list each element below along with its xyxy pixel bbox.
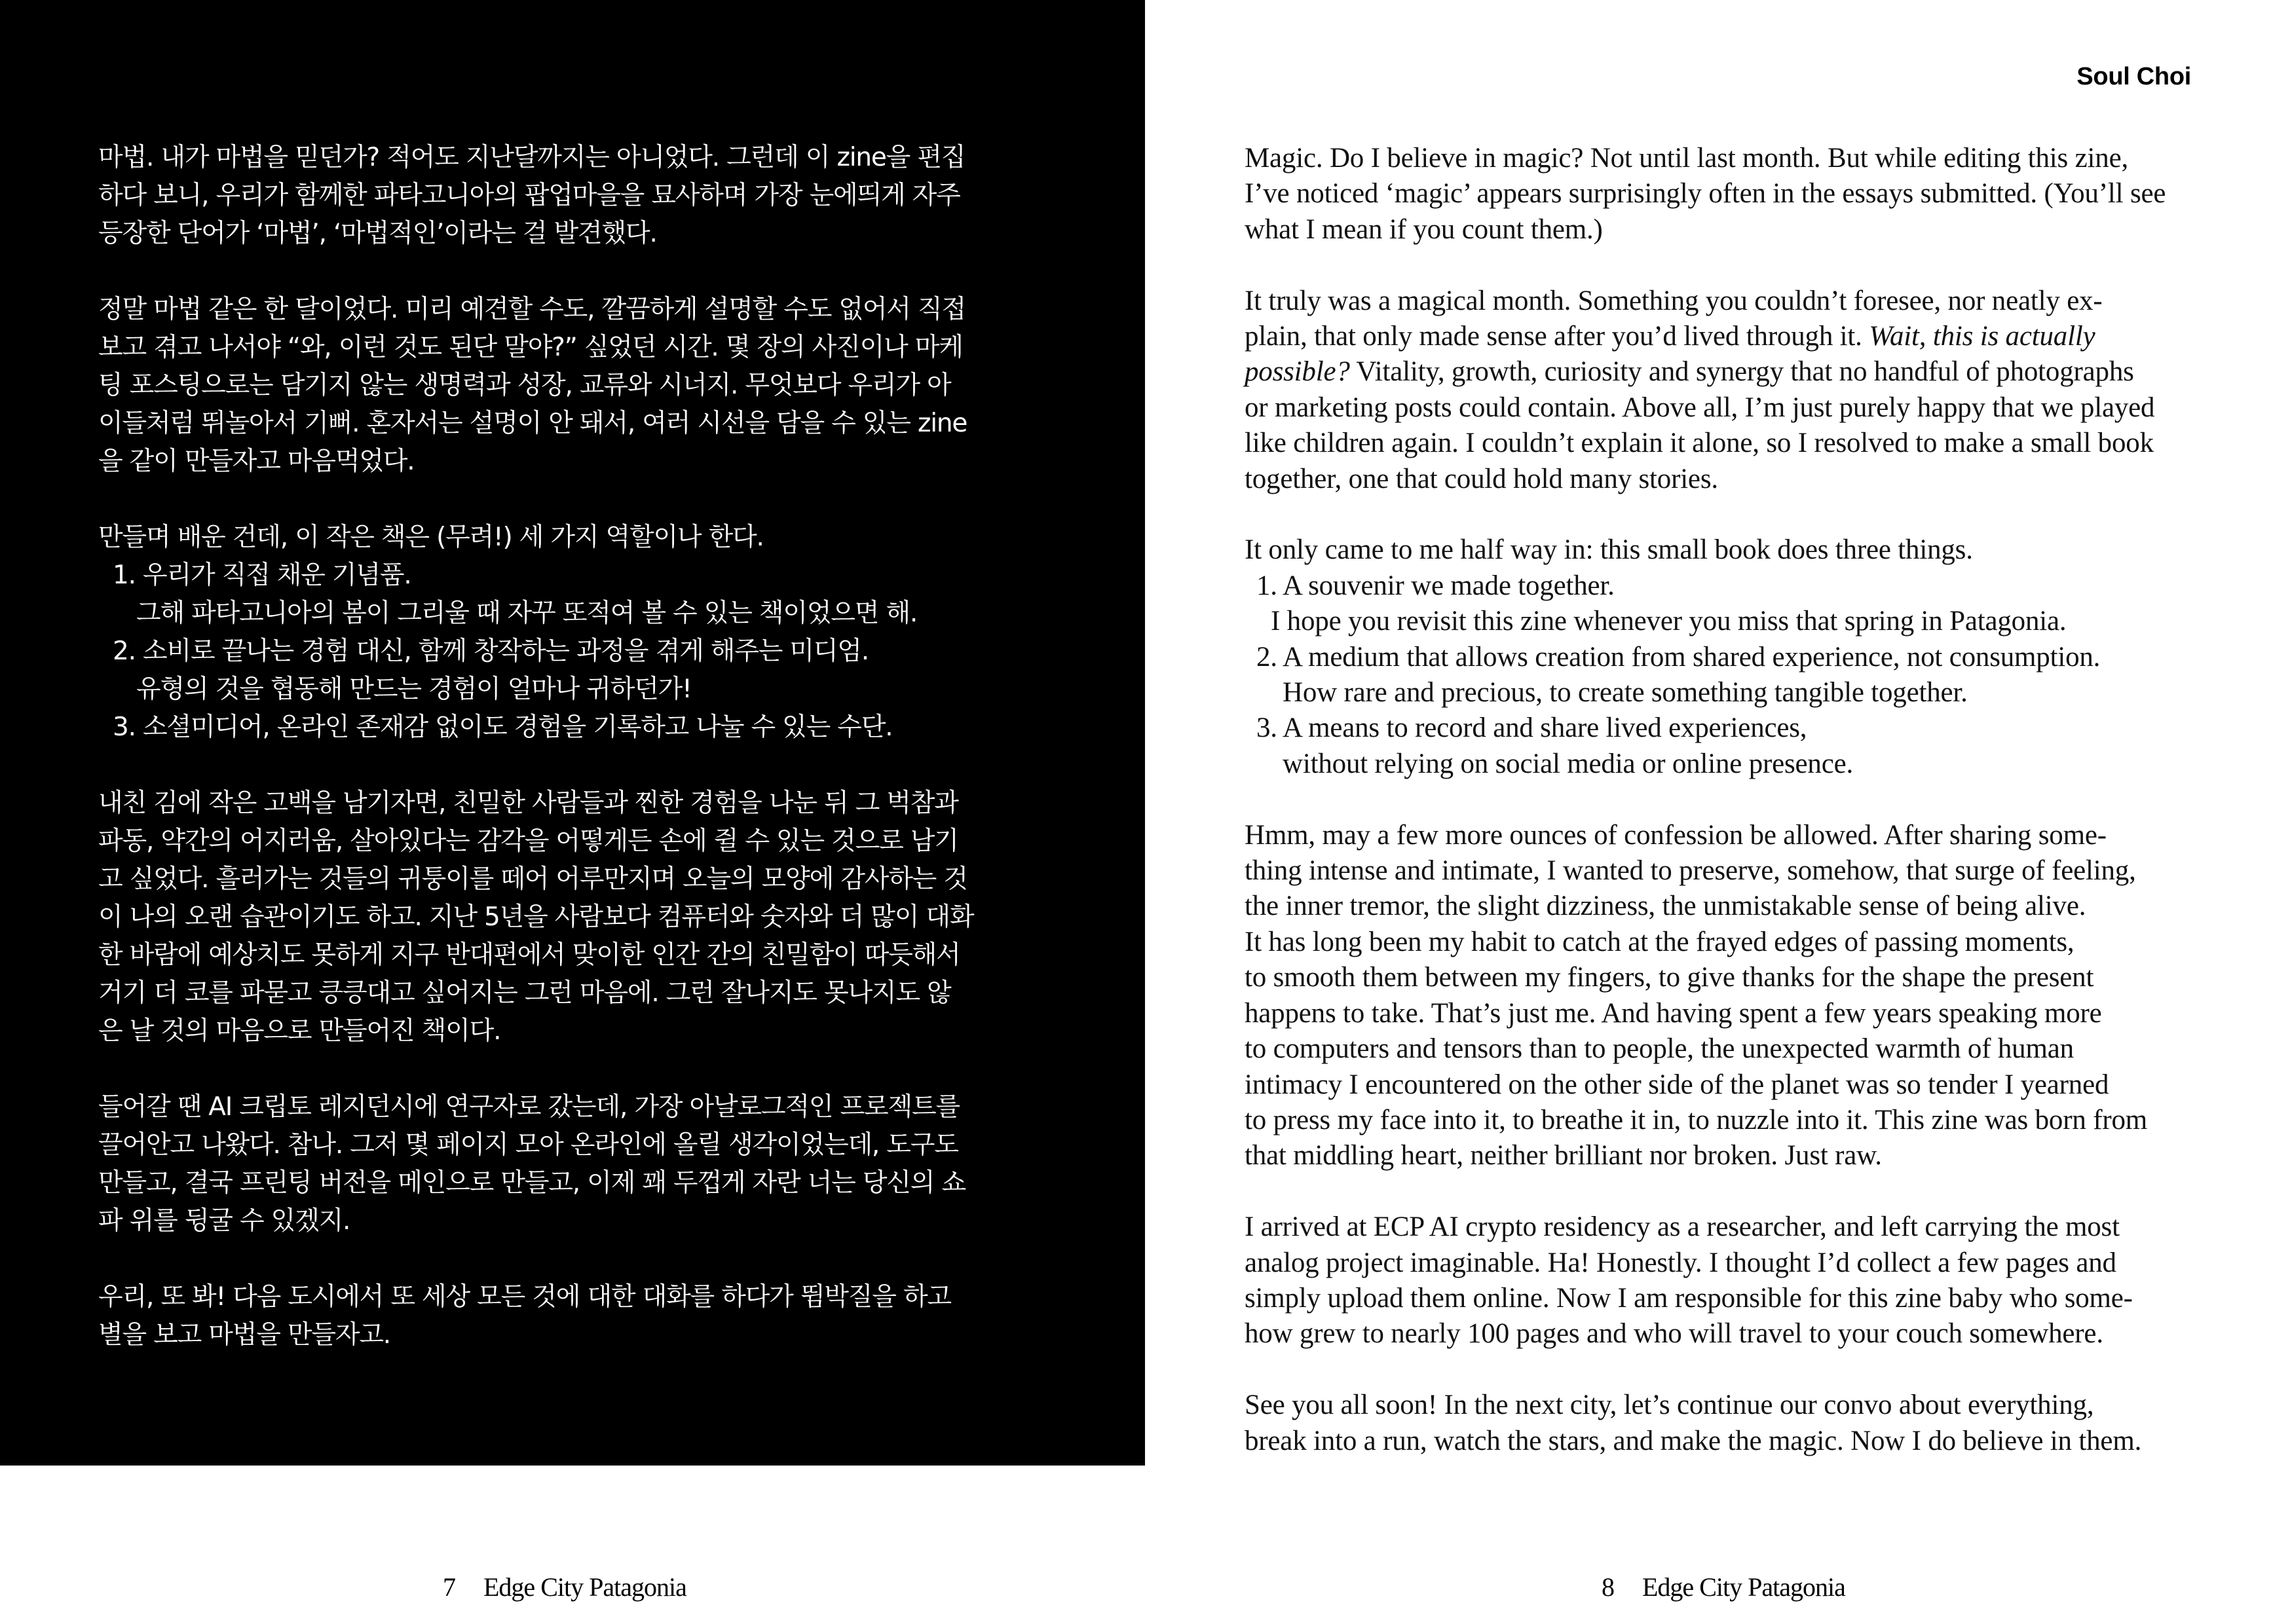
list-text: 우리가 직접 채운 기념품.: [143, 561, 411, 590]
list-item-2: [1245, 640, 2266, 675]
list-item-2: [98, 633, 1120, 671]
text-line: Hmm, may a few more ounces of confession be allowed. After sharing some-: [1245, 819, 2107, 851]
text-line: simply upload them online. Now I am responsible for this zine baby who some-: [1245, 1282, 2133, 1314]
author-name: Soul Choi: [2076, 63, 2191, 90]
list-number: 1.: [1256, 570, 1277, 601]
italic-text: Wait, this is actually: [1869, 321, 2095, 352]
text-line: 등장한 단어가 ‘마법’, ‘마법적인’이라는 걸 발견했다.: [98, 219, 657, 248]
right-page-footer: [1602, 1572, 1845, 1602]
text-line: 파 위를 뒹굴 수 있겠지.: [98, 1206, 350, 1236]
text-line: 정말 마법 같은 한 달이었다. 미리 예견할 수도, 깔끔하게 설명할 수도 없어서 직접: [98, 295, 966, 324]
korean-essay-body: [98, 139, 1120, 1354]
text-line: thing intense and intimate, I wanted to preserve, somehow, that surge of feeling,: [1245, 855, 2136, 887]
list-item-2-continuation: How rare and precious, to create something tangible together.: [1283, 677, 1968, 709]
text-line: 을 같이 만들자고 마음먹었다.: [98, 447, 415, 476]
plain-text: plain, that only made sense after you’d lived through it.: [1245, 321, 1869, 352]
text-line: 이 나의 오랜 습관이기도 하고. 지난 5년을 사람보다 컴퓨터와 숫자와 더 많이 대화: [98, 902, 974, 932]
en-paragraph-5: [1245, 1209, 2266, 1352]
list-item-3-continuation: without relying on social media or online presence.: [1283, 748, 1854, 779]
paragraph-gap: [1245, 1174, 2266, 1209]
text-line: the inner tremor, the slight dizziness, the unmistakable sense of being alive.: [1245, 891, 2086, 922]
text-line: 하다 보니, 우리가 함께한 파타고니아의 팝업마을을 묘사하며 가장 눈에띄게 자주: [98, 181, 960, 210]
list-number: 2.: [1256, 641, 1277, 673]
text-line: It truly was a magical month. Something you couldn’t foresee, nor neatly ex-: [1245, 285, 2103, 316]
en-paragraph-3-list: [1245, 532, 2266, 782]
text-line: what I mean if you count them.): [1245, 213, 1603, 245]
list-text: 소비로 끝나는 경험 대신, 함께 창작하는 과정을 겪게 해주는 미디엄.: [143, 637, 869, 666]
list-intro: It only came to me half way in: this small book does three things.: [1245, 534, 1973, 566]
en-paragraph-4: [1245, 818, 2266, 1174]
plain-text: Vitality, growth, curiosity and synergy that no handful of photographs: [1349, 356, 2134, 388]
text-line: 내친 김에 작은 고백을 남기자면, 친밀한 사람들과 찐한 경험을 나눈 뒤 그 벅참과: [98, 788, 958, 818]
list-item-3: [1245, 710, 2266, 746]
text-line: 고 싶었다. 흘러가는 것들의 귀퉁이를 떼어 어루만지며 오늘의 모양에 감사하는 것: [98, 864, 967, 894]
text-line: 팅 포스팅으로는 담기지 않는 생명력과 성장, 교류와 시너지. 무엇보다 우리가 아: [98, 371, 951, 400]
text-line: analog project imaginable. Ha! Honestly. I thought I’d collect a few pages and: [1245, 1247, 2116, 1278]
ko-paragraph-3-list: [98, 519, 1120, 747]
list-intro: 만들며 배운 건데, 이 작은 책은 (무려!) 세 가지 역할이나 한다.: [98, 523, 764, 552]
page-number: 7: [443, 1572, 455, 1602]
text-line: to press my face into it, to breathe it in, to nuzzle into it. This zine was born from: [1245, 1104, 2147, 1135]
text-line: 보고 겪고 나서야 “와, 이런 것도 된단 말야?” 싶었던 시간. 몇 장의 사진이나 마케: [98, 333, 963, 362]
paragraph-gap: [1245, 248, 2266, 283]
en-paragraph-6: [1245, 1388, 2266, 1459]
text-line: 은 날 것의 마음으로 만들어진 책이다.: [98, 1016, 501, 1046]
list-item-1: [1245, 568, 2266, 604]
paragraph-gap: [98, 747, 1120, 784]
list-item-3: [98, 709, 1120, 747]
text-line: Magic. Do I believe in magic? Not until last month. But while editing this zine,: [1245, 143, 2128, 174]
paragraph-gap: [98, 1240, 1120, 1278]
list-text: A souvenir we made together.: [1283, 570, 1615, 601]
text-line: to computers and tensors than to people, the unexpected warmth of human: [1245, 1033, 2074, 1065]
text-line: like children again. I couldn’t explain it alone, so I resolved to make a small book: [1245, 428, 2154, 459]
text-line: It has long been my habit to catch at the frayed edges of passing moments,: [1245, 926, 2074, 957]
text-line: 우리, 또 봐! 다음 도시에서 또 세상 모든 것에 대한 대화를 하다가 뜀박질을 하고: [98, 1282, 951, 1312]
paragraph-gap: [1245, 1352, 2266, 1388]
list-number: 3.: [1256, 712, 1277, 744]
list-item-2-continuation: 유형의 것을 협동해 만드는 경험이 얼마나 귀하던가!: [136, 674, 692, 704]
text-line: [1245, 354, 2266, 390]
text-line: 들어갈 땐 AI 크립토 레지던시에 연구자로 갔는데, 가장 아날로그적인 프로젝트를: [98, 1092, 960, 1122]
paragraph-gap: [1245, 497, 2266, 532]
text-line: 별을 보고 마법을 만들자고.: [98, 1320, 391, 1350]
text-line: that middling heart, neither brilliant nor broken. Just raw.: [1245, 1140, 1882, 1172]
text-line: 파동, 약간의 어지러움, 살아있다는 감각을 어떻게든 손에 쥘 수 있는 것으로 남기: [98, 826, 958, 856]
en-paragraph-1: [1245, 141, 2266, 248]
paragraph-gap: [98, 481, 1120, 519]
text-line: break into a run, watch the stars, and make the magic. Now I do believe in them.: [1245, 1425, 2142, 1456]
text-line: 끌어안고 나왔다. 참나. 그저 몇 페이지 모아 온라인에 올릴 생각이었는데, 도구도: [98, 1130, 958, 1160]
text-line: 마법. 내가 마법을 믿던가? 적어도 지난달까지는 아니었다. 그런데 이 zine을 편집: [98, 143, 966, 172]
text-line: to smooth them between my fingers, to give thanks for the shape the present: [1245, 962, 2094, 993]
text-line: happens to take. That’s just me. And having spent a few years speaking more: [1245, 997, 2102, 1029]
paragraph-gap: [98, 253, 1120, 291]
text-line: 거기 더 코를 파묻고 킁킁대고 싶어지는 그런 마음에. 그런 잘나지도 못나지도 않: [98, 978, 951, 1008]
text-line: together, one that could hold many stories.: [1245, 463, 1718, 494]
text-line: how grew to nearly 100 pages and who will travel to your couch somewhere.: [1245, 1318, 2103, 1350]
text-line: or marketing posts could contain. Above all, I’m just purely happy that we played: [1245, 392, 2155, 423]
text-line: intimacy I encountered on the other side of the planet was so tender I yearned: [1245, 1069, 2109, 1100]
list-text: 소셜미디어, 온라인 존재감 없이도 경험을 기록하고 나눌 수 있는 수단.: [143, 712, 893, 742]
list-number: 3.: [113, 712, 136, 742]
text-line: 이들처럼 뛰놀아서 기뻐. 혼자서는 설명이 안 돼서, 여러 시선을 담을 수 있는 zine: [98, 409, 967, 438]
publication-title: Edge City Patagonia: [1642, 1572, 1845, 1602]
italic-text: possible?: [1245, 356, 1350, 388]
text-line: See you all soon! In the next city, let’s continue our convo about everything,: [1245, 1390, 2094, 1421]
list-number: 2.: [113, 637, 136, 666]
list-text: A means to record and share lived experiences,: [1283, 712, 1807, 744]
page-number: 8: [1602, 1572, 1614, 1602]
ko-paragraph-6: [98, 1278, 1120, 1354]
list-item-1-continuation: 그해 파타고니아의 봄이 그리울 때 자꾸 또적여 볼 수 있는 책이었으면 해.: [136, 599, 918, 628]
ko-paragraph-2: [98, 291, 1120, 481]
ko-paragraph-5: [98, 1088, 1120, 1240]
list-item-1-continuation: I hope you revisit this zine whenever you miss that spring in Patagonia.: [1271, 606, 2067, 637]
list-text: A medium that allows creation from shared experience, not consumption.: [1283, 641, 2101, 673]
text-line: 한 바람에 예상치도 못하게 지구 반대편에서 맞이한 인간 간의 친밀함이 따듯해서: [98, 940, 960, 970]
english-essay-body: [1245, 141, 2266, 1459]
ko-paragraph-1: [98, 139, 1120, 253]
paragraph-gap: [1245, 782, 2266, 817]
en-paragraph-2: [1245, 284, 2266, 497]
text-line: 만들고, 결국 프린팅 버전을 메인으로 만들고, 이제 꽤 두껍게 자란 너는 당신의 쇼: [98, 1168, 966, 1198]
text-line: I’ve noticed ‘magic’ appears surprisingly often in the essays submitted. (You’ll see: [1245, 178, 2166, 210]
paragraph-gap: [98, 1050, 1120, 1088]
list-item-1: [98, 557, 1120, 595]
text-line: I arrived at ECP AI crypto residency as a researcher, and left carrying the most: [1245, 1211, 2120, 1243]
list-number: 1.: [113, 561, 136, 590]
text-line: [1245, 319, 2266, 354]
publication-title: Edge City Patagonia: [483, 1572, 686, 1602]
ko-paragraph-4: [98, 784, 1120, 1050]
left-page-footer: [443, 1572, 686, 1602]
